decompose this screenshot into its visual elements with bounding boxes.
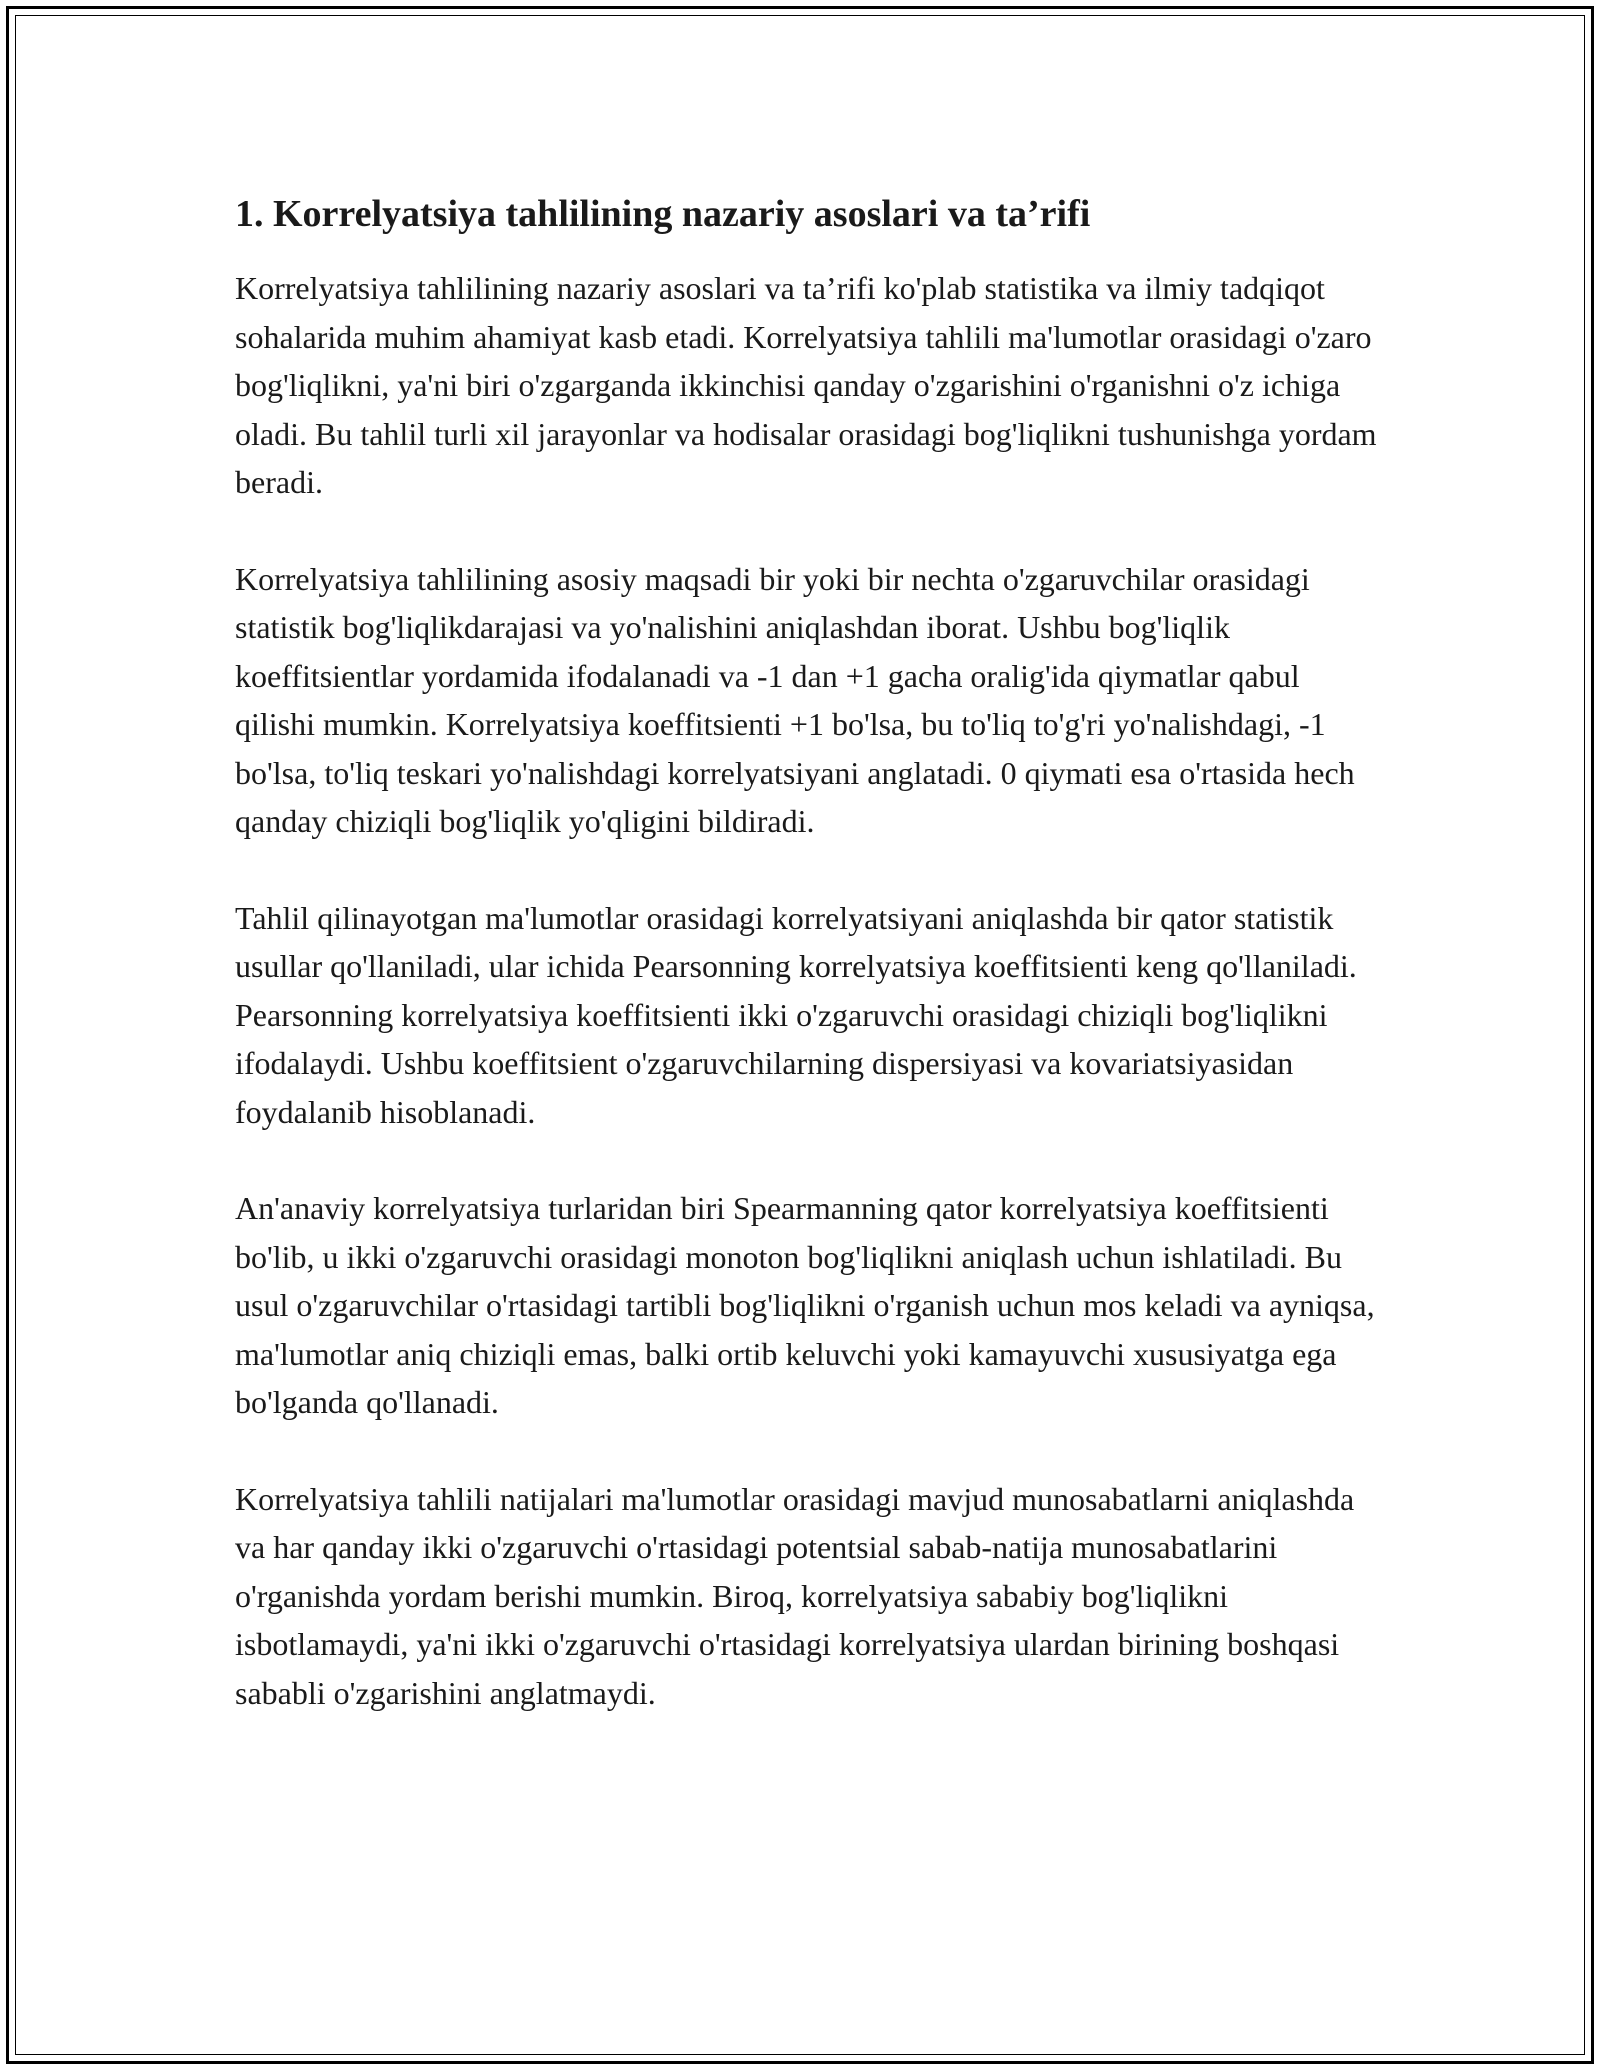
paragraph-1: Korrelyatsiya tahlilining nazariy asoslari va ta’rifi ko'plab statistika va ilmiy tadqiqot sohalarida muhim ahamiyat kasb etadi. Korrelyatsiya tahlili ma'lumotlar orasidagi o'zaro bog'liqlikni, ya'ni biri o'zgarganda ikkinchisi qanday o'zgarishini o'rganishni o'z ichiga oladi. Bu tahlil turli xil jarayonlar va hodisalar orasidagi bog'liqlikni tushunishga yordam beradi. — [235, 270, 1377, 500]
paragraph-4: An'anaviy korrelyatsiya turlaridan biri Spearmanning qator korrelyatsiya koeffitsienti bo'lib, u ikki o'zgaruvchi orasidagi monoton bog'liqlikni aniqlash uchun ishlatiladi. Bu usul o'zgaruvchilar o'rtasidagi tartibli bog'liqlikni o'rganish uchun mos keladi va ayniqsa, ma'lumotlar aniq chiziqli emas, balki ortib keluvchi yoki kamayuvchi xususiyatga ega bo'lganda qo'llanadi. — [235, 1190, 1375, 1420]
paragraph-2: Korrelyatsiya tahlilining asosiy maqsadi bir yoki bir nechta o'zgaruvchilar orasidagi statistik bog'liqlikdarajasi va yo'nalishini aniqlashdan iborat. Ushbu bog'liqlik koeffitsientlar yordamida ifodalanadi va -1 dan +1 gacha oralig'ida qiymatlar qabul qilishi mumkin. Korrelyatsiya koeffitsienti +1 bo'lsa, bu to'liq to'g'ri yo'nalishdagi, -1 bo'lsa, to'liq teskari yo'nalishdagi korrelyatsiyani anglatadi. 0 qiymati esa o'rtasida hech qanday chiziqli bog'liqlik yo'qligini bildiradi. — [235, 560, 1355, 839]
document-body — [235, 186, 1380, 1765]
paragraph-5: Korrelyatsiya tahlili natijalari ma'lumotlar orasidagi mavjud munosabatlarni aniqlashda va har qanday ikki o'zgaruvchi o'rtasidagi potentsial sabab-natija munosabatlarini o'rganishda yordam berishi mumkin. Biroq, korrelyatsiya sababiy bog'liqlikni isbotlamaydi, ya'ni ikki o'zgaruvchi o'rtasidagi korrelyatsiya ulardan birining boshqasi sababli o'zgarishini anglatmaydi. — [235, 1480, 1355, 1711]
paragraph-3: Tahlil qilinayotgan ma'lumotlar orasidagi korrelyatsiyani aniqlashda bir qator statistik usullar qo'llaniladi, ular ichida Pearsonning korrelyatsiya koeffitsienti keng qo'llaniladi. Pearsonning korrelyatsiya koeffitsienti ikki o'zgaruvchi orasidagi chiziqli bog'liqlikni ifodalaydi. Ushbu koeffitsient o'zgaruvchilarning dispersiyasi va kovariatsiyasidan foydalanib hisoblanadi. — [235, 899, 1357, 1130]
section-title: 1. Korrelyatsiya tahlilining nazariy asoslari va ta’rifi — [235, 193, 1091, 235]
